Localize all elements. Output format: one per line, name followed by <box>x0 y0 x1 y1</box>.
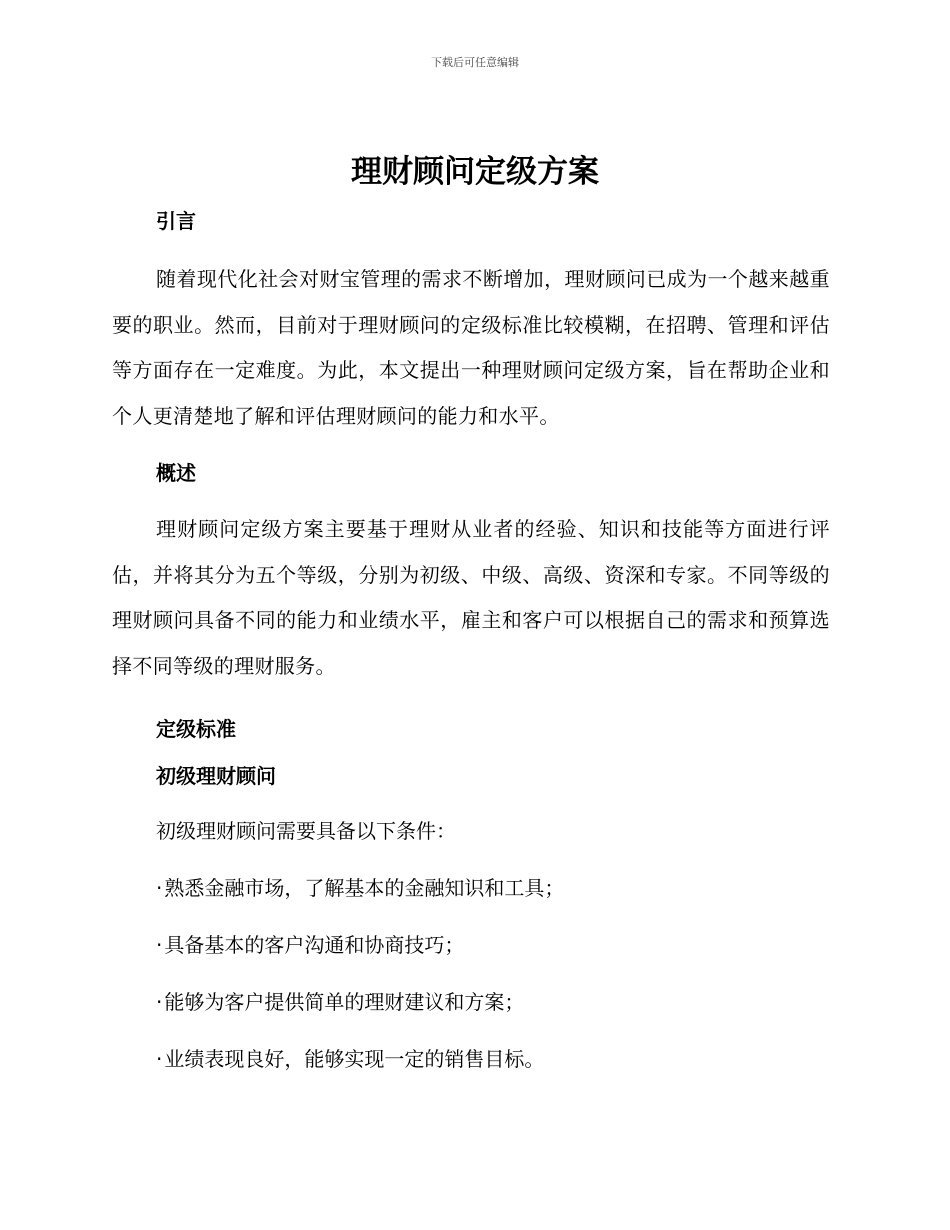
junior-heading: 初级理财顾问 <box>156 764 276 788</box>
intro-heading: 引言 <box>156 209 196 233</box>
list-item <box>112 931 830 959</box>
list-item-text: 熟悉金融市场，了解基本的金融知识和工具； <box>164 876 565 900</box>
list-item-text: 业绩表现良好，能够实现一定的销售目标。 <box>164 1047 545 1071</box>
list-item <box>112 1045 830 1073</box>
document-title: 理财顾问定级方案 <box>351 154 599 190</box>
list-item <box>112 988 830 1016</box>
overview-heading: 概述 <box>156 461 196 485</box>
document-body <box>112 200 830 1073</box>
page-header: 下载后可任意编辑 <box>431 56 519 69</box>
bullet-icon: · <box>156 876 163 900</box>
junior-intro: 初级理财顾问需要具备以下条件： <box>156 819 456 843</box>
list-item-text: 能够为客户提供简单的理财建议和方案； <box>164 990 525 1014</box>
list-item-text: 具备基本的客户沟通和协商技巧； <box>164 933 465 957</box>
junior-requirements-list <box>112 874 830 1073</box>
intro-paragraph: 随着现代化社会对财宝管理的需求不断增加，理财顾问已成为一个越来越重要的职业。然而，目前对于理财顾问的定级标准比较模糊，在招聘、管理和评估等方面存在一定难度。为此，本文提出一种理财顾问定级方案，旨在帮助企业和个人更清楚地了解和评估理财顾问的能力和水平。 <box>112 267 830 428</box>
bullet-icon: · <box>156 1047 163 1071</box>
bullet-icon: · <box>156 933 163 957</box>
list-item <box>112 874 830 902</box>
bullet-icon: · <box>156 990 163 1014</box>
criteria-heading: 定级标准 <box>156 717 236 741</box>
overview-paragraph: 理财顾问定级方案主要基于理财从业者的经验、知识和技能等方面进行评估，并将其分为五个等级，分别为初级、中级、高级、资深和专家。不同等级的理财顾问具备不同的能力和业绩水平，雇主和客户可以根据自己的需求和预算选择不同等级的理财服务。 <box>112 517 830 678</box>
